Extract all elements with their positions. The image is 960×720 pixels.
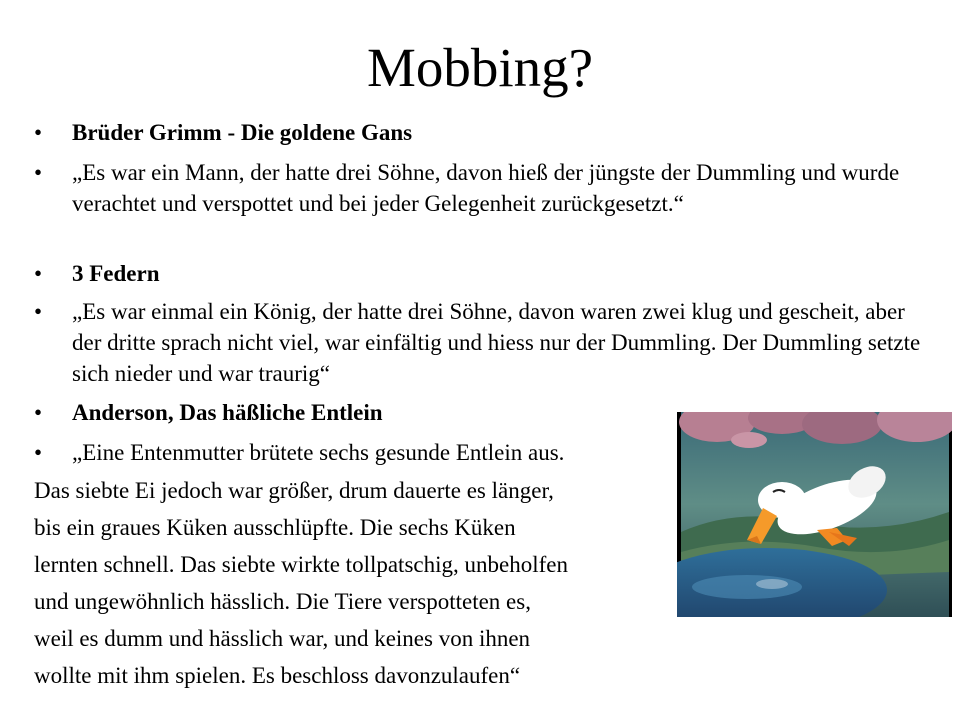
bullet-text: „Eine Entenmutter brütete sechs gesunde Entlein aus. [72,440,565,465]
bullet-text: 3 Federn [72,261,160,286]
continuation-line: bis ein graues Küken ausschlüpfte. Die sechs Küken [34,515,516,540]
bullet-dot: • [34,261,43,286]
continuation-line: lernten schnell. Das siebte wirkte tollpatschig, unbeholfen [34,552,568,577]
ugly-duckling-image [677,412,952,617]
bullet-text: „Es war einmal ein König, der hatte drei Söhne, davon waren zwei klug und gescheit, aber der dritte sprach nicht viel, war einfältig und hiess nur der Dummling. Der Dummling setzte sich nieder und war traurig“ [72,299,921,386]
bullet-dot: • [34,160,43,185]
continuation-line: Das siebte Ei jedoch war größer, drum dauerte es länger, [34,478,554,503]
continuation-line: weil es dumm und hässlich war, und keines von ihnen [34,626,531,651]
bullet-dot: • [34,120,43,145]
continuation-line: und ungewöhnlich hässlich. Die Tiere verspotteten es, [34,589,531,614]
bullet-dot: • [34,299,43,324]
bullet-dot: • [34,400,43,425]
bullet-dot: • [34,440,43,465]
bullet-text: Anderson, Das häßliche Entlein [72,400,383,425]
bullet-text: Brüder Grimm - Die goldene Gans [72,120,413,145]
continuation-line: wollte mit ihm spielen. Es beschloss davonzulaufen“ [34,663,521,688]
bullet-text: „Es war ein Mann, der hatte drei Söhne, davon hieß der jüngste der Dummling und wurde verachtet und verspottet und bei jeder Gelegenheit zurückgesetzt.“ [72,160,900,216]
slide-title: Mobbing? [366,37,594,98]
duck-illustration [677,412,952,617]
